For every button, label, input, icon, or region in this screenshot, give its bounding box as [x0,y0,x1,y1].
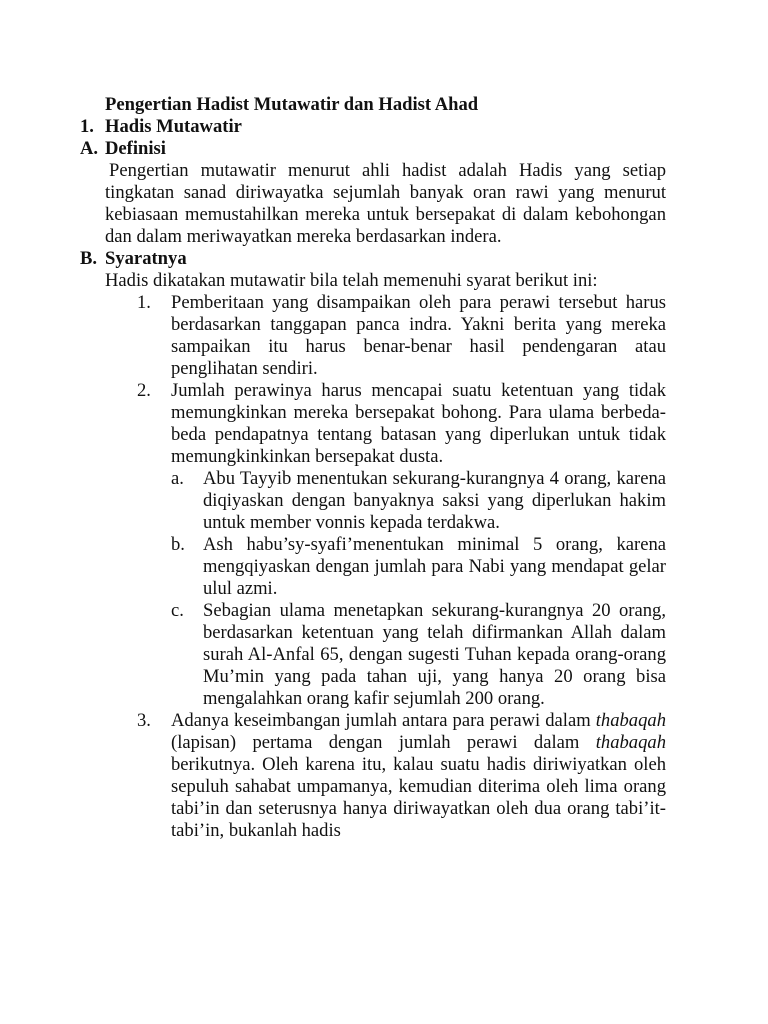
list-item-text-part: berikutnya. Oleh karena itu, kalau suatu hadis diriwiyatkan oleh sepuluh sahabat umpamanya, kemudian diterima oleh lima orang tabi’in dan seterusnya hanya diriwayatkan oleh dua orang tabi’it-tabi’in, bukanlah hadis [171,754,666,841]
italic-term: thabaqah [595,710,666,731]
section-a-heading [80,138,666,160]
section-b-letter: B. [80,248,98,269]
sub-list-marker: b. [171,534,185,555]
list-marker: 1. [137,292,151,313]
list-item-text: Pemberitaan yang disampaikan oleh para perawi tersebut harus berdasarkan tanggapan panca indra. Yakni berita yang mereka sampaikan itu harus benar-benar hasil pendengaran atau penglihatan sendiri. [171,292,666,379]
sub-list-item [171,468,666,534]
sub-list-item-text: Abu Tayyib menentukan sekurang-kurangnya 4 orang, karena diqiyaskan dengan banyaknya saksi yang diperlukan hakim untuk member vonnis kepada terdakwa. [203,468,666,533]
list-item [105,710,666,842]
section-a-title: Definisi [105,138,166,159]
sub-list-item [171,600,666,710]
sub-list-item-text: Sebagian ulama menetapkan sekurang-kurangnya 20 orang, berdasarkan ketentuan yang telah difirmankan Allah dalam surah Al-Anfal 65, dengan sugesti Tuhan kepada orang-orang Mu’min yang pada tahan uji, yang hanya 20 orang bisa mengalahkan orang kafir sejumlah 200 orang. [203,600,666,709]
document-title: Pengertian Hadist Mutawatir dan Hadist Ahad [105,94,479,115]
section-1-number: 1. [80,116,94,137]
list-item [105,380,666,468]
list-item-text-part: Adanya keseimbangan jumlah antara para perawi dalam [171,710,596,731]
sub-list-item [171,534,666,600]
section-b-heading [80,248,666,270]
document-content [80,94,666,842]
section-a-letter: A. [80,138,99,159]
list-marker: 2. [137,380,151,401]
section-1-title: Hadis Mutawatir [105,116,242,137]
section-b-title: Syaratnya [105,248,187,269]
list-marker: 3. [137,710,151,731]
sub-list-marker: c. [171,600,184,621]
requirements-intro: Hadis dikatakan mutawatir bila telah memenuhi syarat berikut ini: [105,270,598,291]
list-item [105,292,666,380]
sub-list-item-text: Ash habu’sy-syafi’menentukan minimal 5 orang, karena mengqiyaskan dengan jumlah para Nabi yang mendapat gelar ulul azmi. [203,534,666,599]
requirements-list [105,292,666,842]
list-item-text: Jumlah perawinya harus mencapai suatu ketentuan yang tidak memungkinkan mereka bersepakat bohong. Para ulama berbeda-beda pendapatnya tentang batasan yang diperlukan untuk tidak memungkinkinkan bersepakat dusta. [171,380,666,467]
sub-list [171,468,666,710]
list-item-text-part: (lapisan) pertama dengan jumlah perawi dalam [171,732,596,753]
italic-term: thabaqah [595,732,666,753]
definition-paragraph: Pengertian mutawatir menurut ahli hadist adalah Hadis yang setiap tingkatan sanad diriwayatka sejumlah banyak oran rawi yang menurut kebiasaan memustahilkan mereka untuk bersepakat di dalam kebohongan dan dalam meriwayatkan mereka berdasarkan indera. [105,160,666,247]
sub-list-marker: a. [171,468,184,489]
section-1-heading [80,116,666,138]
